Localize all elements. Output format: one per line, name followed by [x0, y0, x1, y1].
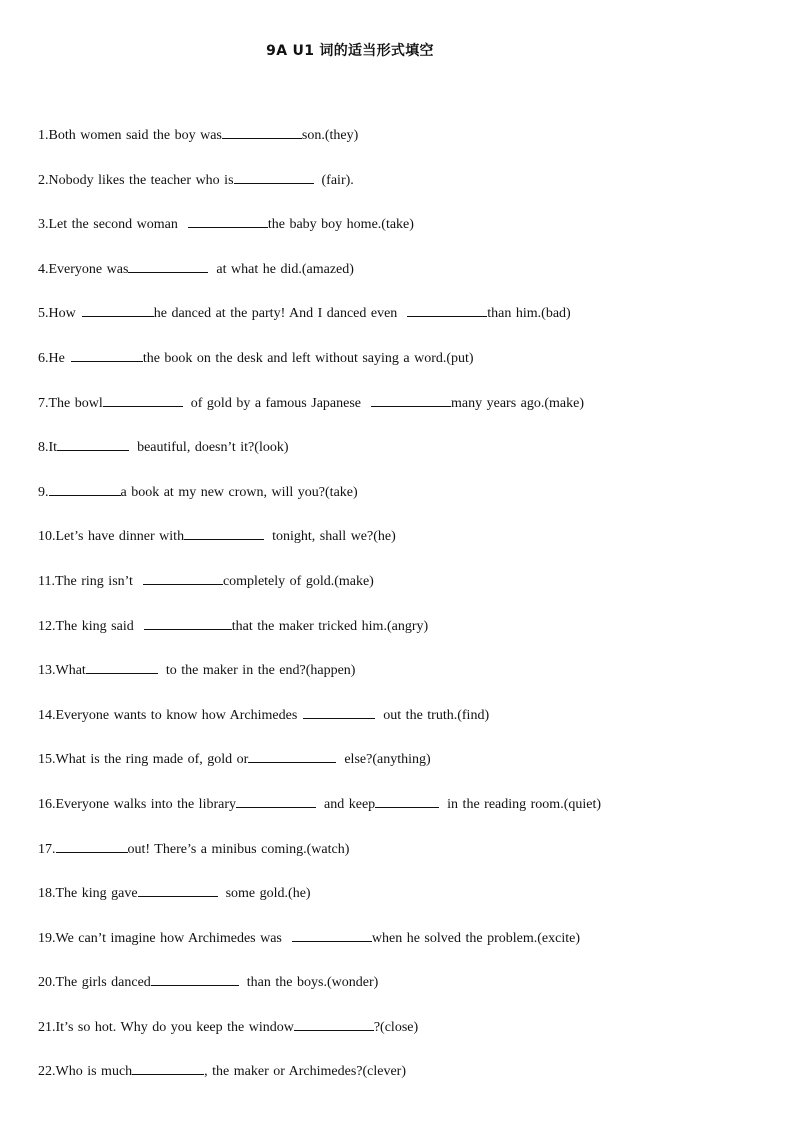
answer-blank[interactable] — [143, 570, 223, 585]
answer-blank[interactable] — [151, 971, 239, 986]
question-text: than him.(bad) — [487, 306, 571, 322]
question-number: 5. — [38, 306, 49, 322]
answer-blank[interactable] — [294, 1016, 374, 1031]
question-number: 10. — [38, 529, 56, 545]
question-list — [38, 124, 778, 1105]
question-text: out the truth.(find) — [383, 707, 490, 723]
question-text: the baby boy home.(take) — [267, 217, 414, 233]
answer-blank[interactable] — [138, 882, 218, 897]
question-text: ?(close) — [373, 1019, 419, 1035]
answer-blank[interactable] — [303, 704, 375, 719]
question-number: 22. — [38, 1064, 56, 1080]
question-text: when he solved the problem.(excite) — [371, 930, 580, 946]
question-number: 16. — [38, 796, 56, 812]
question-number: 20. — [38, 975, 56, 991]
question-number: 13. — [38, 663, 56, 679]
question-number: 2. — [38, 172, 49, 188]
question-item — [38, 213, 778, 258]
answer-blank[interactable] — [407, 302, 487, 317]
answer-blank[interactable] — [144, 615, 232, 630]
question-text: a book at my new crown, will you?(take) — [120, 484, 358, 500]
answer-blank[interactable] — [49, 481, 121, 496]
question-item — [38, 1060, 778, 1105]
question-text: than the boys.(wonder) — [246, 975, 379, 991]
question-text: How — [48, 306, 76, 322]
question-number: 19. — [38, 930, 56, 946]
answer-blank[interactable] — [132, 1060, 204, 1075]
question-text: son.(they) — [301, 128, 359, 143]
question-text: The bowl — [48, 395, 103, 411]
question-text: at what he did.(amazed) — [216, 261, 354, 277]
question-item — [38, 347, 778, 392]
answer-blank[interactable] — [56, 838, 128, 853]
question-text: Everyone walks into the library — [55, 796, 237, 812]
question-item — [38, 258, 778, 303]
question-text: , the maker or Archimedes?(clever) — [204, 1064, 407, 1080]
question-text: in the reading room.(quiet) — [447, 796, 602, 812]
question-item — [38, 971, 778, 1016]
question-text: some gold.(he) — [225, 886, 311, 902]
question-text: He — [48, 350, 65, 366]
question-item — [38, 392, 778, 437]
question-number: 6. — [38, 350, 49, 366]
question-number: 15. — [38, 752, 56, 768]
question-item — [38, 659, 778, 704]
question-number: 7. — [38, 395, 49, 411]
answer-blank[interactable] — [82, 302, 154, 317]
question-text: the book on the desk and left without saying a word.(put) — [142, 350, 474, 366]
question-number: 12. — [38, 618, 56, 634]
question-text: The ring isn’t — [54, 573, 133, 589]
question-text: completely of gold.(make) — [222, 573, 374, 589]
question-item — [38, 525, 778, 570]
question-number: 8. — [38, 440, 49, 456]
answer-blank[interactable] — [292, 927, 372, 942]
question-text: beautiful, doesn’t it?(look) — [137, 440, 289, 456]
answer-blank[interactable] — [57, 436, 129, 451]
question-text: Nobody likes the teacher who is — [48, 172, 234, 188]
question-text: he danced at the party! And I danced even — [153, 306, 398, 322]
question-item — [38, 927, 778, 972]
answer-blank[interactable] — [371, 392, 451, 407]
question-number: 14. — [38, 707, 56, 723]
question-text: (fair). — [321, 172, 354, 188]
question-text: to the maker in the end?(happen) — [165, 663, 356, 679]
question-item — [38, 1016, 778, 1061]
answer-blank[interactable] — [375, 793, 439, 808]
question-number: 11. — [38, 573, 55, 589]
question-item — [38, 436, 778, 481]
question-text: else?(anything) — [344, 752, 431, 768]
question-text: Both women said the boy was — [48, 128, 222, 143]
question-text: What is the ring made of, gold or — [55, 752, 249, 768]
answer-blank[interactable] — [184, 525, 264, 540]
question-text: and keep — [324, 796, 376, 812]
question-text: What — [55, 663, 86, 679]
question-item — [38, 882, 778, 927]
answer-blank[interactable] — [222, 124, 302, 139]
question-item — [38, 570, 778, 615]
question-text: Let the second woman — [48, 217, 178, 233]
question-text: many years ago.(make) — [451, 395, 584, 411]
question-text: It — [48, 440, 58, 456]
question-text: out! There’s a minibus coming.(watch) — [127, 841, 350, 857]
question-text: The king said — [55, 618, 134, 634]
answer-blank[interactable] — [188, 213, 268, 228]
question-text: that the maker tricked him.(angry) — [231, 618, 429, 634]
question-text: Everyone was — [48, 261, 129, 277]
question-item — [38, 481, 778, 526]
page-title: 9A U1 词的适当形式填空 — [266, 43, 434, 59]
question-text: The king gave — [55, 886, 138, 902]
question-text: Who is much — [55, 1064, 133, 1080]
question-text: of gold by a famous Japanese — [190, 395, 361, 411]
question-text: Let’s have dinner with — [55, 529, 185, 545]
question-item — [38, 748, 778, 793]
question-number: 4. — [38, 261, 49, 277]
question-text: It’s so hot. Why do you keep the window — [55, 1019, 294, 1035]
question-text: We can’t imagine how Archimedes was — [55, 930, 282, 946]
answer-blank[interactable] — [128, 258, 208, 273]
question-item — [38, 169, 778, 214]
question-item — [38, 838, 778, 883]
question-item — [38, 124, 778, 169]
answer-blank[interactable] — [71, 347, 143, 362]
question-item — [38, 615, 778, 660]
question-number: 1. — [38, 128, 49, 143]
question-text: tonight, shall we?(he) — [272, 529, 396, 545]
question-number: 17. — [38, 841, 56, 857]
question-item — [38, 302, 778, 347]
answer-blank[interactable] — [103, 392, 183, 407]
answer-blank[interactable] — [86, 659, 158, 674]
answer-blank[interactable] — [236, 793, 316, 808]
question-number: 3. — [38, 217, 49, 233]
question-item — [38, 793, 778, 838]
question-item — [38, 704, 778, 749]
question-text: Everyone wants to know how Archimedes — [55, 707, 298, 723]
answer-blank[interactable] — [248, 748, 336, 763]
answer-blank[interactable] — [234, 169, 314, 184]
question-text: The girls danced — [55, 975, 151, 991]
question-number: 9. — [38, 484, 49, 500]
question-number: 18. — [38, 886, 56, 902]
question-number: 21. — [38, 1019, 56, 1035]
